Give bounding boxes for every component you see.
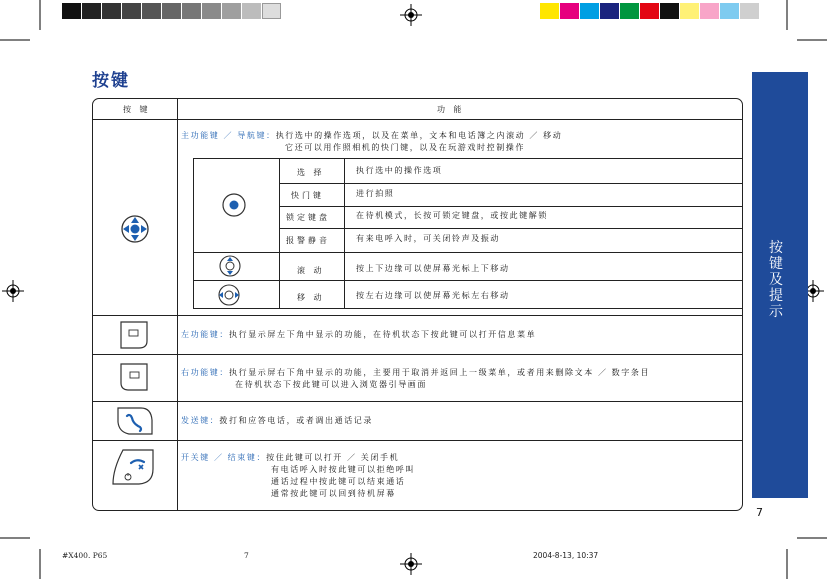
left-right-move-icon	[216, 283, 242, 307]
left-soft-key-label: 左功能键：	[181, 330, 229, 339]
right-soft-key-label: 右功能键：	[181, 368, 229, 377]
nav-row-desc: 有来电呼入时，可关闭铃声及振动	[356, 234, 500, 243]
footer-page: 7	[244, 551, 249, 560]
nav-row-label: 滚 动	[297, 266, 325, 275]
nav-key-label: 主功能键 ／ 导航键：	[181, 131, 276, 140]
nav-row-label: 报警静音	[286, 236, 330, 245]
up-down-scroll-icon	[218, 254, 242, 278]
nav-row-desc: 在待机模式，长按可锁定键盘，或按此键解锁	[356, 211, 548, 220]
end-power-key-icon	[109, 447, 157, 487]
send-key-desc: 拨打和应答电话，或者调出通话记录	[219, 416, 374, 425]
right-soft-key-desc: 执行显示屏右下角中显示的功能，主要用于取消并返回上一级菜单，或者用来删除文本 ／ 数字条目	[229, 368, 651, 377]
send-key-label: 发送键：	[181, 416, 220, 425]
nav-key-desc-line2: 它还可以用作照相机的快门键，以及在玩游戏时控制操作	[285, 143, 525, 152]
right-soft-key-desc-line2: 在待机状态下按此键可以进入浏览器引导画面	[235, 380, 427, 389]
left-soft-key-icon	[117, 319, 151, 351]
section-tab-label: 按键及提示	[769, 240, 783, 320]
end-key-desc-line: 通话过程中按此键可以结束通话	[271, 477, 406, 486]
footer-datetime: 2004-8-13, 10:37	[533, 551, 599, 560]
end-key-desc-line: 通常按此键可以回到待机屏幕	[271, 489, 396, 498]
send-key-icon	[115, 404, 155, 438]
end-key-label: 开关键 ／ 结束键：	[181, 453, 267, 462]
page-title: 按键	[92, 71, 130, 91]
header-key: 按 键	[123, 105, 151, 114]
left-soft-key-desc: 执行显示屏左下角中显示的功能，在待机状态下按此键可以打开信息菜单	[229, 330, 537, 339]
header-function: 功 能	[437, 105, 465, 114]
center-select-key-icon	[221, 192, 247, 218]
nav-row-label: 锁定键盘	[286, 213, 330, 222]
nav-row-label: 快门键	[291, 191, 324, 200]
right-soft-key-icon	[117, 361, 151, 393]
key-function-table	[92, 98, 743, 511]
end-key-desc-line: 按住此键可以打开 ／ 关闭手机	[266, 453, 400, 462]
page-number: 7	[756, 506, 763, 519]
nav-row-label: 移 动	[297, 293, 325, 302]
end-key-desc-line: 有电话呼入时按此键可以拒绝呼叫	[271, 465, 415, 474]
nav-row-desc: 按左右边缘可以使屏幕光标左右移动	[356, 291, 510, 300]
nav-row-desc: 按上下边缘可以使屏幕光标上下移动	[356, 264, 510, 273]
nav-row-desc: 执行选中的操作选项	[356, 166, 443, 175]
nav-row-desc: 进行拍照	[356, 189, 395, 198]
footer-file: #X400. P65	[62, 551, 108, 560]
nav-key-desc-line1: 执行选中的操作选项，以及在菜单，文本和电话簿之内滚动 ／ 移动	[275, 131, 563, 140]
nav-row-label: 选 择	[297, 168, 325, 177]
navigation-key-icon	[120, 214, 150, 244]
